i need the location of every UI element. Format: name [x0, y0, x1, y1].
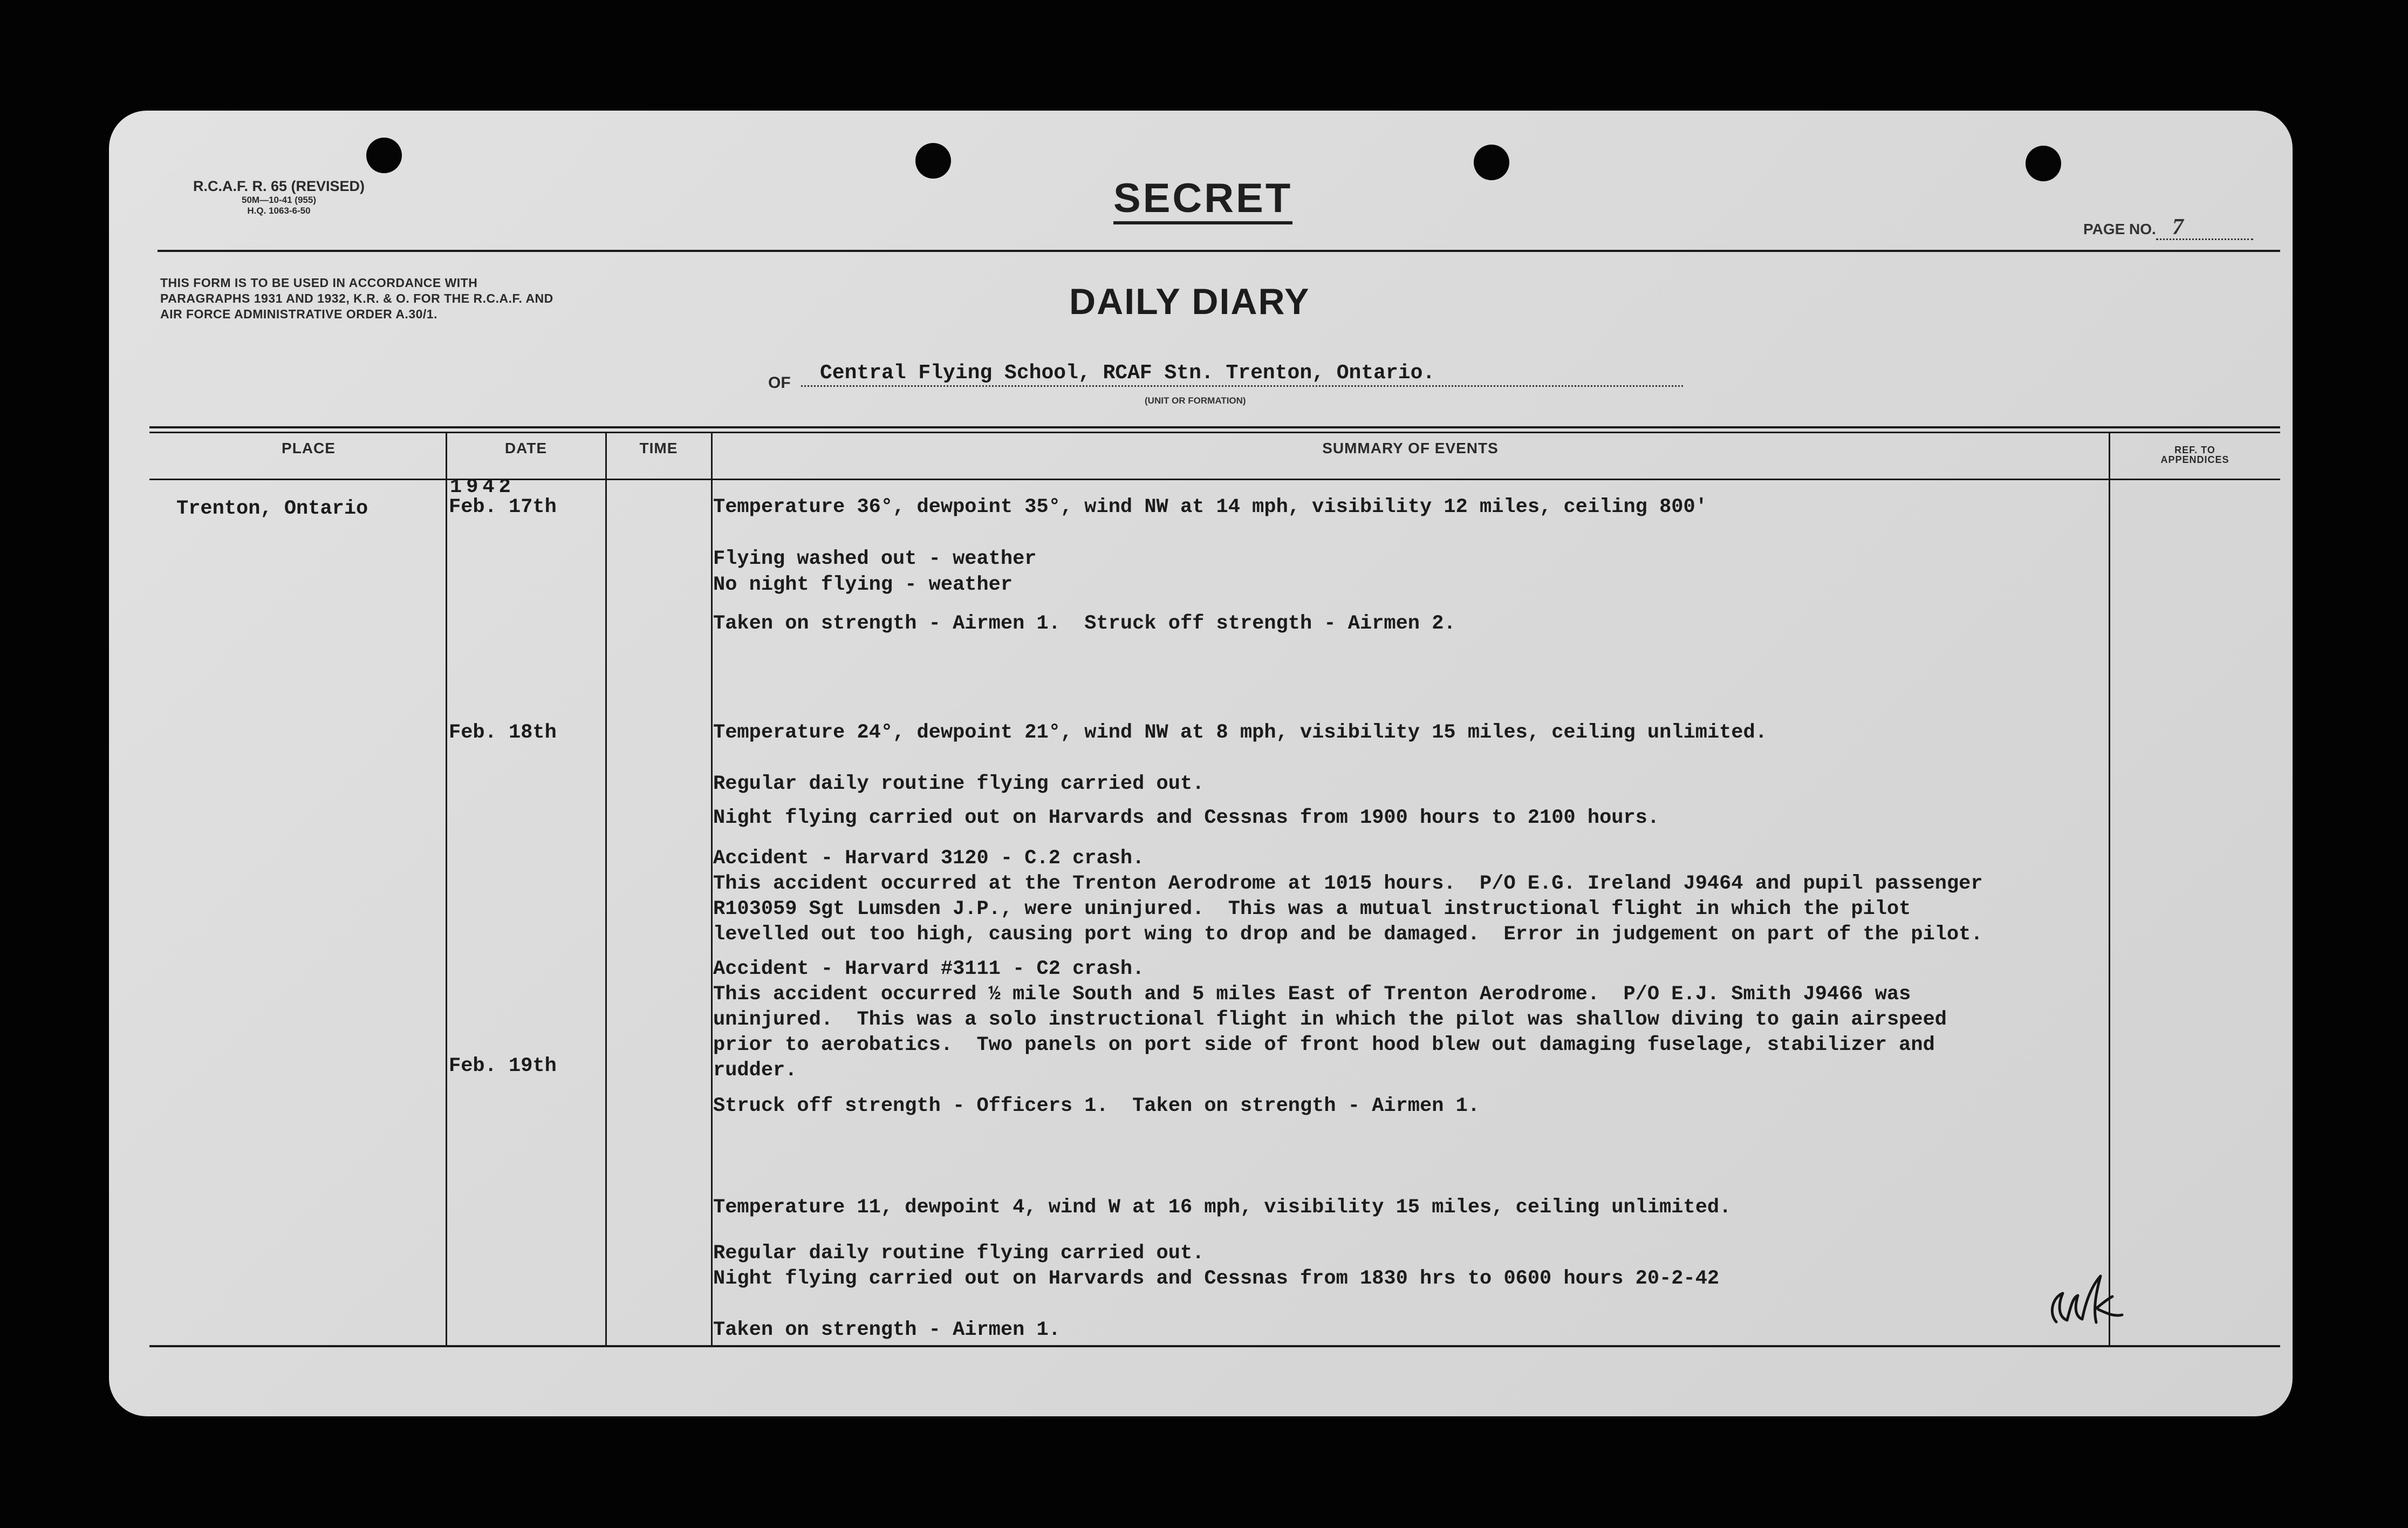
form-number: R.C.A.F. R. 65 (REVISED) — [193, 178, 365, 194]
table-top-rule — [149, 432, 2280, 433]
summary-line: rudder. — [713, 1059, 797, 1082]
column-header-place: PLACE — [282, 440, 336, 456]
place-cell: Trenton, Ontario — [176, 497, 368, 520]
table-bottom-rule — [149, 1345, 2280, 1347]
date-cell: Feb. 18th — [449, 721, 557, 744]
summary-line: uninjured. This was a solo instructional flight in which the pilot was shallow diving to gain airspeed — [713, 1008, 1947, 1031]
summary-line: prior to aerobatics. Two panels on port side of front hood blew out damaging fuselage, stabilizer and — [713, 1034, 1935, 1056]
header-rule — [158, 250, 2280, 252]
summary-line: Accident - Harvard 3120 - C.2 crash. — [713, 847, 1145, 870]
page-title: DAILY DIARY — [1069, 281, 1310, 322]
column-divider — [605, 433, 607, 1345]
summary-line: This accident occurred ½ mile South and 5 miles East of Trenton Aerodrome. P/O E.J. Smith J9466 was — [713, 983, 1911, 1006]
summary-line: Temperature 24°, dewpoint 21°, wind NW at 8 mph, visibility 15 miles, ceiling unlimited. — [713, 721, 1767, 744]
of-label: OF — [768, 374, 791, 392]
summary-line: Regular daily routine flying carried out. — [713, 1242, 1205, 1265]
page-number-label: PAGE NO. — [2083, 221, 2156, 237]
year-label: 1942 — [450, 476, 515, 499]
column-header-time: TIME — [639, 440, 678, 456]
summary-line: R103059 Sgt Lumsden J.P., were uninjured. This was a mutual instructional flight in which the pilot — [713, 898, 1911, 920]
column-divider — [2109, 433, 2110, 1345]
summary-line: Flying washed out - weather — [713, 548, 1037, 570]
summary-line: levelled out too high, causing port wing to drop and be damaged. Error in judgement on part of the pilot. — [713, 923, 1983, 946]
summary-line: Temperature 11, dewpoint 4, wind W at 16 mph, visibility 15 miles, ceiling unlimited. — [713, 1196, 1732, 1219]
punch-hole — [2026, 146, 2061, 181]
column-header-summary: SUMMARY OF EVENTS — [1322, 440, 1499, 456]
initials-signature — [2047, 1271, 2127, 1330]
column-divider — [446, 433, 447, 1345]
summary-line: This accident occurred at the Trenton Aerodrome at 1015 hours. P/O E.G. Ireland J9464 and pupil passenger — [713, 872, 1983, 895]
appendices-header-line: APPENDICES — [2160, 454, 2229, 465]
form-identification — [160, 178, 398, 216]
punch-hole — [915, 143, 951, 179]
summary-line: Struck off strength - Officers 1. Taken on strength - Airmen 1. — [713, 1095, 1480, 1117]
summary-line: Night flying carried out on Harvards and Cessnas from 1830 hrs to 0600 hours 20-2-42 — [713, 1267, 1720, 1290]
summary-line: Taken on strength - Airmen 1. — [713, 1319, 1061, 1341]
summary-line: Accident - Harvard #3111 - C2 crash. — [713, 958, 1145, 980]
diary-sheet — [109, 111, 2293, 1416]
date-cell: Feb. 17th — [449, 496, 557, 519]
appendices-header-line: REF. TO — [2174, 445, 2215, 455]
print-code: 50M—10-41 (955) — [242, 195, 316, 206]
punch-hole — [366, 138, 402, 173]
summary-line: Regular daily routine flying carried out. — [713, 773, 1205, 795]
classification-heading: SECRET — [1113, 178, 1292, 224]
summary-line: Night flying carried out on Harvards and Cessnas from 1900 hours to 2100 hours. — [713, 807, 1660, 829]
date-cell: Feb. 19th — [449, 1055, 557, 1077]
summary-line: Taken on strength - Airmen 1. Struck off strength - Airmen 2. — [713, 612, 1456, 635]
column-divider — [711, 433, 713, 1345]
page-number-field — [2083, 216, 2253, 240]
hq-reference: H.Q. 1063-6-50 — [247, 205, 311, 216]
unit-caption: (UNIT OR FORMATION) — [1145, 395, 1246, 406]
summary-line: No night flying - weather — [713, 574, 1013, 596]
page-number-value: 7 — [2156, 216, 2253, 240]
summary-line: Temperature 36°, dewpoint 35°, wind NW at 14 mph, visibility 12 miles, ceiling 800' — [713, 496, 1707, 519]
form-instructions: THIS FORM IS TO BE USED IN ACCORDANCE WITH PARAGRAPHS 1931 AND 1932, K.R. & O. FOR THE R.C.A.F. AND AIR FORCE ADMINISTRATIVE ORDER A.30/1. — [160, 276, 553, 321]
punch-hole — [1474, 145, 1509, 180]
column-header-date: DATE — [504, 440, 548, 456]
table-top-rule — [149, 426, 2280, 428]
column-header-appendices — [2111, 445, 2279, 465]
unit-field: Central Flying School, RCAF Stn. Trenton, Ontario. — [801, 361, 1683, 387]
